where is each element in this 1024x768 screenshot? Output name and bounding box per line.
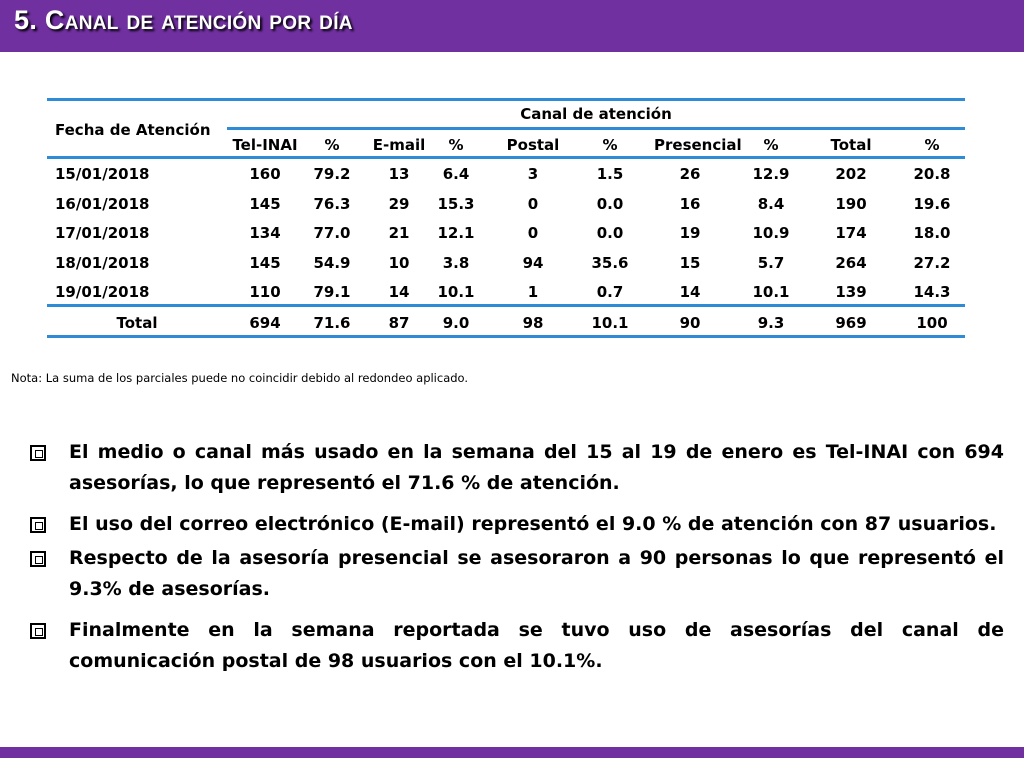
value-cell: 202	[835, 165, 867, 183]
value-cell: 264	[835, 254, 867, 272]
value-cell: 110	[249, 283, 281, 301]
column-header: Total	[830, 136, 872, 154]
date-cell: 19/01/2018	[55, 283, 150, 301]
bullet-list	[30, 437, 1004, 677]
value-cell: 19	[679, 224, 701, 242]
value-cell: 0.0	[596, 195, 624, 213]
column-header: Presencial	[654, 136, 742, 154]
total-cell: 9.0	[442, 314, 470, 332]
value-cell: 15.3	[437, 195, 475, 213]
column-header: E-mail	[372, 136, 426, 154]
value-cell: 18.0	[913, 224, 951, 242]
bullet-text: Finalmente en la semana reportada se tuvo uso de asesorías del canal de comunicación postal de 98 usuarios con el 10.1%.	[69, 619, 1004, 672]
value-cell: 3.8	[442, 254, 470, 272]
table-top-rule	[47, 98, 965, 101]
value-cell: 3	[527, 165, 539, 183]
bullet-item	[30, 615, 1004, 677]
total-label: Total	[116, 314, 158, 332]
value-cell: 0.0	[596, 224, 624, 242]
value-cell: 14	[388, 283, 410, 301]
value-cell: 35.6	[591, 254, 629, 272]
checkbox-bullet-icon	[30, 551, 46, 567]
date-cell: 17/01/2018	[55, 224, 150, 242]
title-bar	[0, 0, 1024, 52]
value-cell: 174	[835, 224, 867, 242]
column-header: %	[763, 136, 779, 154]
date-cell: 16/01/2018	[55, 195, 150, 213]
value-cell: 76.3	[313, 195, 351, 213]
value-cell: 0	[527, 195, 539, 213]
bullet-text: Respecto de la asesoría presencial se asesoraron a 90 personas lo que representó el 9.3% de asesorías.	[69, 547, 1004, 600]
value-cell: 13	[388, 165, 410, 183]
value-cell: 160	[249, 165, 281, 183]
column-header: %	[602, 136, 618, 154]
value-cell: 5.7	[757, 254, 785, 272]
total-cell: 71.6	[313, 314, 351, 332]
value-cell: 26	[679, 165, 701, 183]
total-top-rule	[47, 304, 965, 307]
value-cell: 10	[388, 254, 410, 272]
rounding-note: Nota: La suma de los parciales puede no coincidir debido al redondeo aplicado.	[11, 371, 469, 385]
value-cell: 190	[835, 195, 867, 213]
value-cell: 54.9	[313, 254, 351, 272]
total-cell: 969	[835, 314, 867, 332]
value-cell: 15	[679, 254, 701, 272]
value-cell: 79.2	[313, 165, 351, 183]
value-cell: 10.1	[752, 283, 790, 301]
value-cell: 20.8	[913, 165, 951, 183]
value-cell: 19.6	[913, 195, 951, 213]
bullet-item	[30, 509, 1004, 540]
total-cell: 694	[249, 314, 281, 332]
checkbox-bullet-icon	[30, 517, 46, 533]
checkbox-bullet-icon	[30, 623, 46, 639]
value-cell: 0.7	[596, 283, 624, 301]
date-cell: 18/01/2018	[55, 254, 150, 272]
column-header: %	[448, 136, 464, 154]
slide-title: 5. Canal de atención por día	[14, 5, 353, 35]
value-cell: 145	[249, 254, 281, 272]
bullet-text: El uso del correo electrónico (E-mail) representó el 9.0 % de atención con 87 usuarios.	[69, 513, 997, 535]
total-cell: 87	[388, 314, 410, 332]
value-cell: 21	[388, 224, 410, 242]
total-cell: 100	[916, 314, 948, 332]
value-cell: 1.5	[596, 165, 624, 183]
value-cell: 8.4	[757, 195, 785, 213]
column-header: Tel-INAI	[232, 136, 298, 154]
value-cell: 134	[249, 224, 281, 242]
value-cell: 14	[679, 283, 701, 301]
value-cell: 77.0	[313, 224, 351, 242]
total-cell: 98	[522, 314, 544, 332]
column-header: Postal	[506, 136, 560, 154]
value-cell: 145	[249, 195, 281, 213]
value-cell: 29	[388, 195, 410, 213]
footer-bar	[0, 747, 1024, 758]
group-header-rule	[227, 127, 965, 130]
total-cell: 10.1	[591, 314, 629, 332]
value-cell: 10.9	[752, 224, 790, 242]
value-cell: 12.1	[437, 224, 475, 242]
value-cell: 14.3	[913, 283, 951, 301]
value-cell: 6.4	[442, 165, 470, 183]
column-header: %	[324, 136, 340, 154]
value-cell: 27.2	[913, 254, 951, 272]
value-cell: 1	[527, 283, 539, 301]
bullet-item	[30, 543, 1004, 605]
date-cell: 15/01/2018	[55, 165, 150, 183]
value-cell: 12.9	[752, 165, 790, 183]
value-cell: 94	[522, 254, 544, 272]
column-header: %	[924, 136, 940, 154]
column-header-rule	[47, 156, 965, 159]
date-column-header: Fecha de Atención	[55, 121, 211, 139]
bullet-item	[30, 437, 1004, 499]
checkbox-bullet-icon	[30, 445, 46, 461]
bullet-text: El medio o canal más usado en la semana del 15 al 19 de enero es Tel-INAI con 694 asesorías, lo que representó el 71.6 % de atención.	[69, 441, 1004, 494]
value-cell: 139	[835, 283, 867, 301]
value-cell: 79.1	[313, 283, 351, 301]
value-cell: 16	[679, 195, 701, 213]
value-cell: 0	[527, 224, 539, 242]
value-cell: 10.1	[437, 283, 475, 301]
table-bottom-rule	[47, 335, 965, 338]
channel-group-header: Canal de atención	[520, 105, 672, 123]
total-cell: 90	[679, 314, 701, 332]
total-cell: 9.3	[757, 314, 785, 332]
